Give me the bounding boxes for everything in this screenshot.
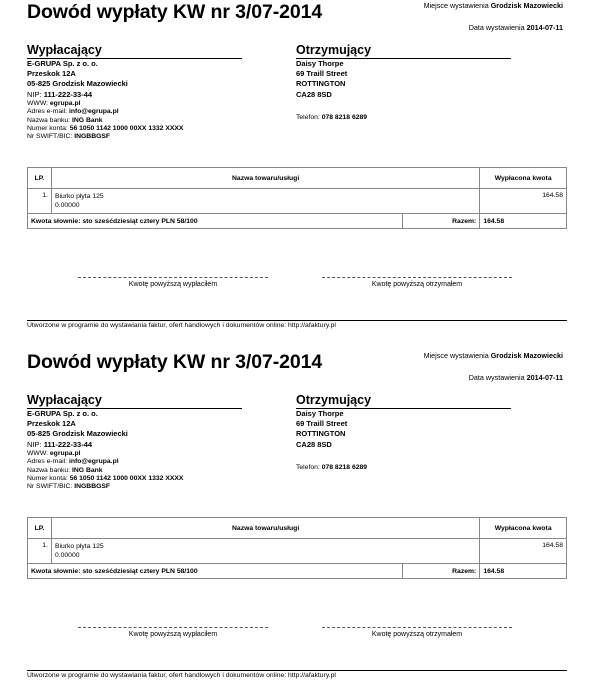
payer-heading: Wypłacający [27,393,242,409]
words-label: Kwota słownie: [31,567,81,575]
recipient-city: ROTTINGTON [296,79,346,89]
total-value: 164.58 [483,217,505,225]
issue-date-value: 2014-07-11 [526,23,563,32]
email-label: Adres e-mail: [27,458,68,466]
account-label: Numer konta: [27,125,68,133]
signature-line [322,627,512,628]
table-total-row [28,564,566,578]
issue-place [424,1,563,10]
issue-place [424,351,563,360]
signature-payer [78,277,268,288]
payer-bank [27,117,242,125]
issue-date [469,23,563,32]
row-name-cell [52,539,480,563]
issue-date-label: Data wystawienia [468,373,525,382]
payer-www [27,450,242,458]
recipient-heading: Otrzymujący [296,43,511,59]
row-amount: 164.58 [542,192,563,199]
col-name-header: Nazwa towaru/usługi [52,518,480,538]
footer-divider [27,320,567,321]
email-value: info@egrupa.pl [68,108,119,116]
swift-label: Nr SWIFT/BIC: [27,483,73,491]
swift-label: Nr SWIFT/BIC: [27,133,73,141]
total-label: Razem: [403,564,481,578]
col-amount-header: Wypłacona kwota [494,524,552,532]
row-name-cell [52,189,480,213]
account-label: Numer konta: [27,475,68,483]
payer-account [27,125,242,133]
issue-date-label: Data wystawienia [468,23,525,32]
footer-divider [27,670,567,671]
nip-label: NIP: [27,89,42,99]
payer-name: E-GRUPA Sp. z o. o. [27,409,98,418]
account-value: 56 1050 1142 1000 00XX 1332 XXXX [69,475,184,483]
swift-value: INGBBGSF [74,483,111,491]
account-value: 56 1050 1142 1000 00XX 1332 XXXX [69,125,184,133]
signature-recipient [322,277,512,288]
payer-nip [27,90,242,100]
payer-bank [27,467,242,475]
col-lp-header: LP. [28,518,52,538]
signature-line [78,277,268,278]
col-amount-header: Wypłacona kwota [494,174,552,182]
document-title: Dowód wypłaty KW nr 3/07-2014 [27,351,323,373]
bank-value: ING Bank [71,116,103,124]
row-name: Biurko płyta 125 [54,543,104,550]
signature-payer [78,627,268,638]
table-header [28,518,566,539]
signature-line [78,627,268,628]
table-row [28,539,566,564]
recipient-postcode: CA28 8SD [296,439,332,449]
recipient-street: 69 Traill Street [296,69,348,79]
row-name: Biurko płyta 125 [54,193,104,200]
words-value: sto sześćdziesiąt cztery PLN 58/100 [82,217,198,225]
nip-value: 111-222-33-44 [43,439,93,449]
items-table [27,167,567,229]
signature-payer-label: Kwotę powyższą wypłaciłem [128,631,218,638]
footer-text: Utworzone w programie do wystawiania faktur, ofert handlowych i dokumentów online: http://afaktury.pl [27,322,336,329]
recipient-phone [296,114,511,122]
row-sub: 0.00000 [54,202,80,210]
nip-label: NIP: [27,439,42,449]
issue-place-value: Grodzisk Mazowiecki [490,351,563,360]
swift-value: INGBBGSF [74,133,111,141]
issue-place-label: Miejsce wystawienia [423,1,489,10]
payer-street: Przeskok 12A [27,69,76,79]
payer-section [27,393,242,492]
issue-place-label: Miejsce wystawienia [423,351,489,360]
payer-street: Przeskok 12A [27,419,76,429]
signature-recipient [322,627,512,638]
col-lp-header: LP. [28,168,52,188]
amount-in-words [28,214,403,228]
row-sub: 0.00000 [54,552,80,560]
recipient-street: 69 Traill Street [296,419,348,429]
signature-line [322,277,512,278]
signature-recipient-label: Kwotę powyższą otrzymałem [371,631,463,638]
col-name-header: Nazwa towaru/usługi [52,168,480,188]
signature-payer-label: Kwotę powyższą wypłaciłem [128,281,218,288]
bank-label: Nazwa banku: [27,466,71,474]
payer-www [27,100,242,108]
recipient-heading: Otrzymujący [296,393,511,409]
footer-text: Utworzone w programie do wystawiania faktur, ofert handlowych i dokumentów online: http://afaktury.pl [27,672,336,679]
row-amount: 164.58 [542,542,563,549]
row-lp: 1. [28,189,52,213]
payer-swift [27,483,242,491]
recipient-section [296,393,511,472]
payer-city: 05-825 Grodzisk Mazowiecki [27,429,128,439]
recipient-name: Daisy Thorpe [296,59,344,68]
total-value: 164.58 [483,567,505,575]
payer-heading: Wypłacający [27,43,242,59]
total-label: Razem: [403,214,481,228]
table-row [28,189,566,214]
words-value: sto sześćdziesiąt cztery PLN 58/100 [82,567,198,575]
recipient-name: Daisy Thorpe [296,409,344,418]
signature-recipient-label: Kwotę powyższą otrzymałem [371,281,463,288]
www-value: egrupa.pl [49,449,81,457]
phone-label: Telefon: [296,463,320,471]
nip-value: 111-222-33-44 [43,89,93,99]
payer-swift [27,133,242,141]
phone-value: 078 8218 6289 [321,463,368,471]
phone-label: Telefon: [296,113,320,121]
email-label: Adres e-mail: [27,108,68,116]
payer-nip [27,440,242,450]
issue-date-value: 2014-07-11 [526,373,563,382]
phone-value: 078 8218 6289 [321,113,368,121]
recipient-postcode: CA28 8SD [296,89,332,99]
bank-label: Nazwa banku: [27,116,71,124]
issue-date [469,373,563,382]
document-title: Dowód wypłaty KW nr 3/07-2014 [27,1,323,23]
issue-place-value: Grodzisk Mazowiecki [490,1,563,10]
table-total-row [28,214,566,228]
www-label: WWW: [27,99,49,107]
words-label: Kwota słownie: [31,217,81,225]
receipt-copy-2 [0,350,589,690]
table-header [28,168,566,189]
email-value: info@egrupa.pl [68,458,119,466]
payer-section [27,43,242,142]
bank-value: ING Bank [71,466,103,474]
payer-name: E-GRUPA Sp. z o. o. [27,59,98,68]
recipient-phone [296,464,511,472]
amount-in-words [28,564,403,578]
payer-city: 05-825 Grodzisk Mazowiecki [27,79,128,89]
www-label: WWW: [27,449,49,457]
www-value: egrupa.pl [49,99,81,107]
payer-email [27,458,242,466]
payer-account [27,475,242,483]
recipient-city: ROTTINGTON [296,429,346,439]
payer-email [27,108,242,116]
recipient-section [296,43,511,122]
items-table [27,517,567,579]
row-lp: 1. [28,539,52,563]
